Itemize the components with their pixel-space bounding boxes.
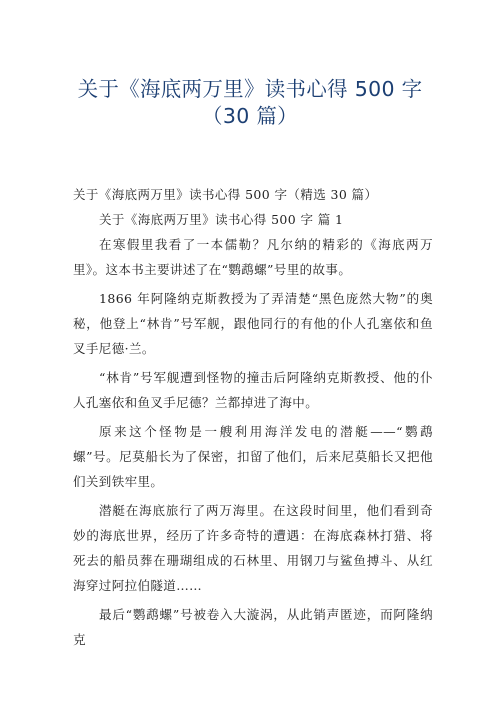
paragraph: 最后“鹦鹉螺”号被卷入大漩涡，从此销声匿迹，而阿隆纳克 bbox=[73, 607, 433, 647]
document-body bbox=[73, 182, 433, 652]
document-title: 关于《海底两万里》读书心得 500 字（30 篇） bbox=[77, 77, 423, 128]
paragraph: “林肯”号军舰遭到怪物的撞击后阿隆纳克斯教授、他的仆人孔塞依和鱼叉手尼德？兰都掉进了海中。 bbox=[73, 370, 433, 410]
section-heading: 关于《海底两万里》读书心得 500 字 篇 1 bbox=[99, 212, 344, 227]
paragraph: 原来这个怪物是一艘利用海洋发电的潜艇——“鹦鹉螺”号。尼莫船长为了保密，扣留了他们，后来尼莫船长又把他们关到铁牢里。 bbox=[73, 424, 433, 489]
paragraph: 1866 年阿隆纳克斯教授为了弄清楚“黑色庞然大物”的奥秘，他登上“林肯”号军舰，跟他同行的有他的仆人孔塞依和鱼叉手尼德·兰。 bbox=[73, 291, 433, 356]
paragraph: 在寒假里我看了一本儒勒？凡尔纳的精彩的《海底两万里》。这本书主要讲述了在“鹦鹉螺”号里的故事。 bbox=[73, 237, 433, 277]
document-subtitle: 关于《海底两万里》读书心得 500 字（精选 30 篇） bbox=[73, 187, 378, 202]
paragraph: 潜艇在海底旅行了两万海里。在这段时间里，他们看到奇妙的海底世界，经历了许多奇特的遭遇：在海底森林打猎、将死去的船员葬在珊瑚组成的石林里、用钢刀与鲨鱼搏斗、从红海穿过阿拉伯隧道…… bbox=[73, 503, 433, 593]
